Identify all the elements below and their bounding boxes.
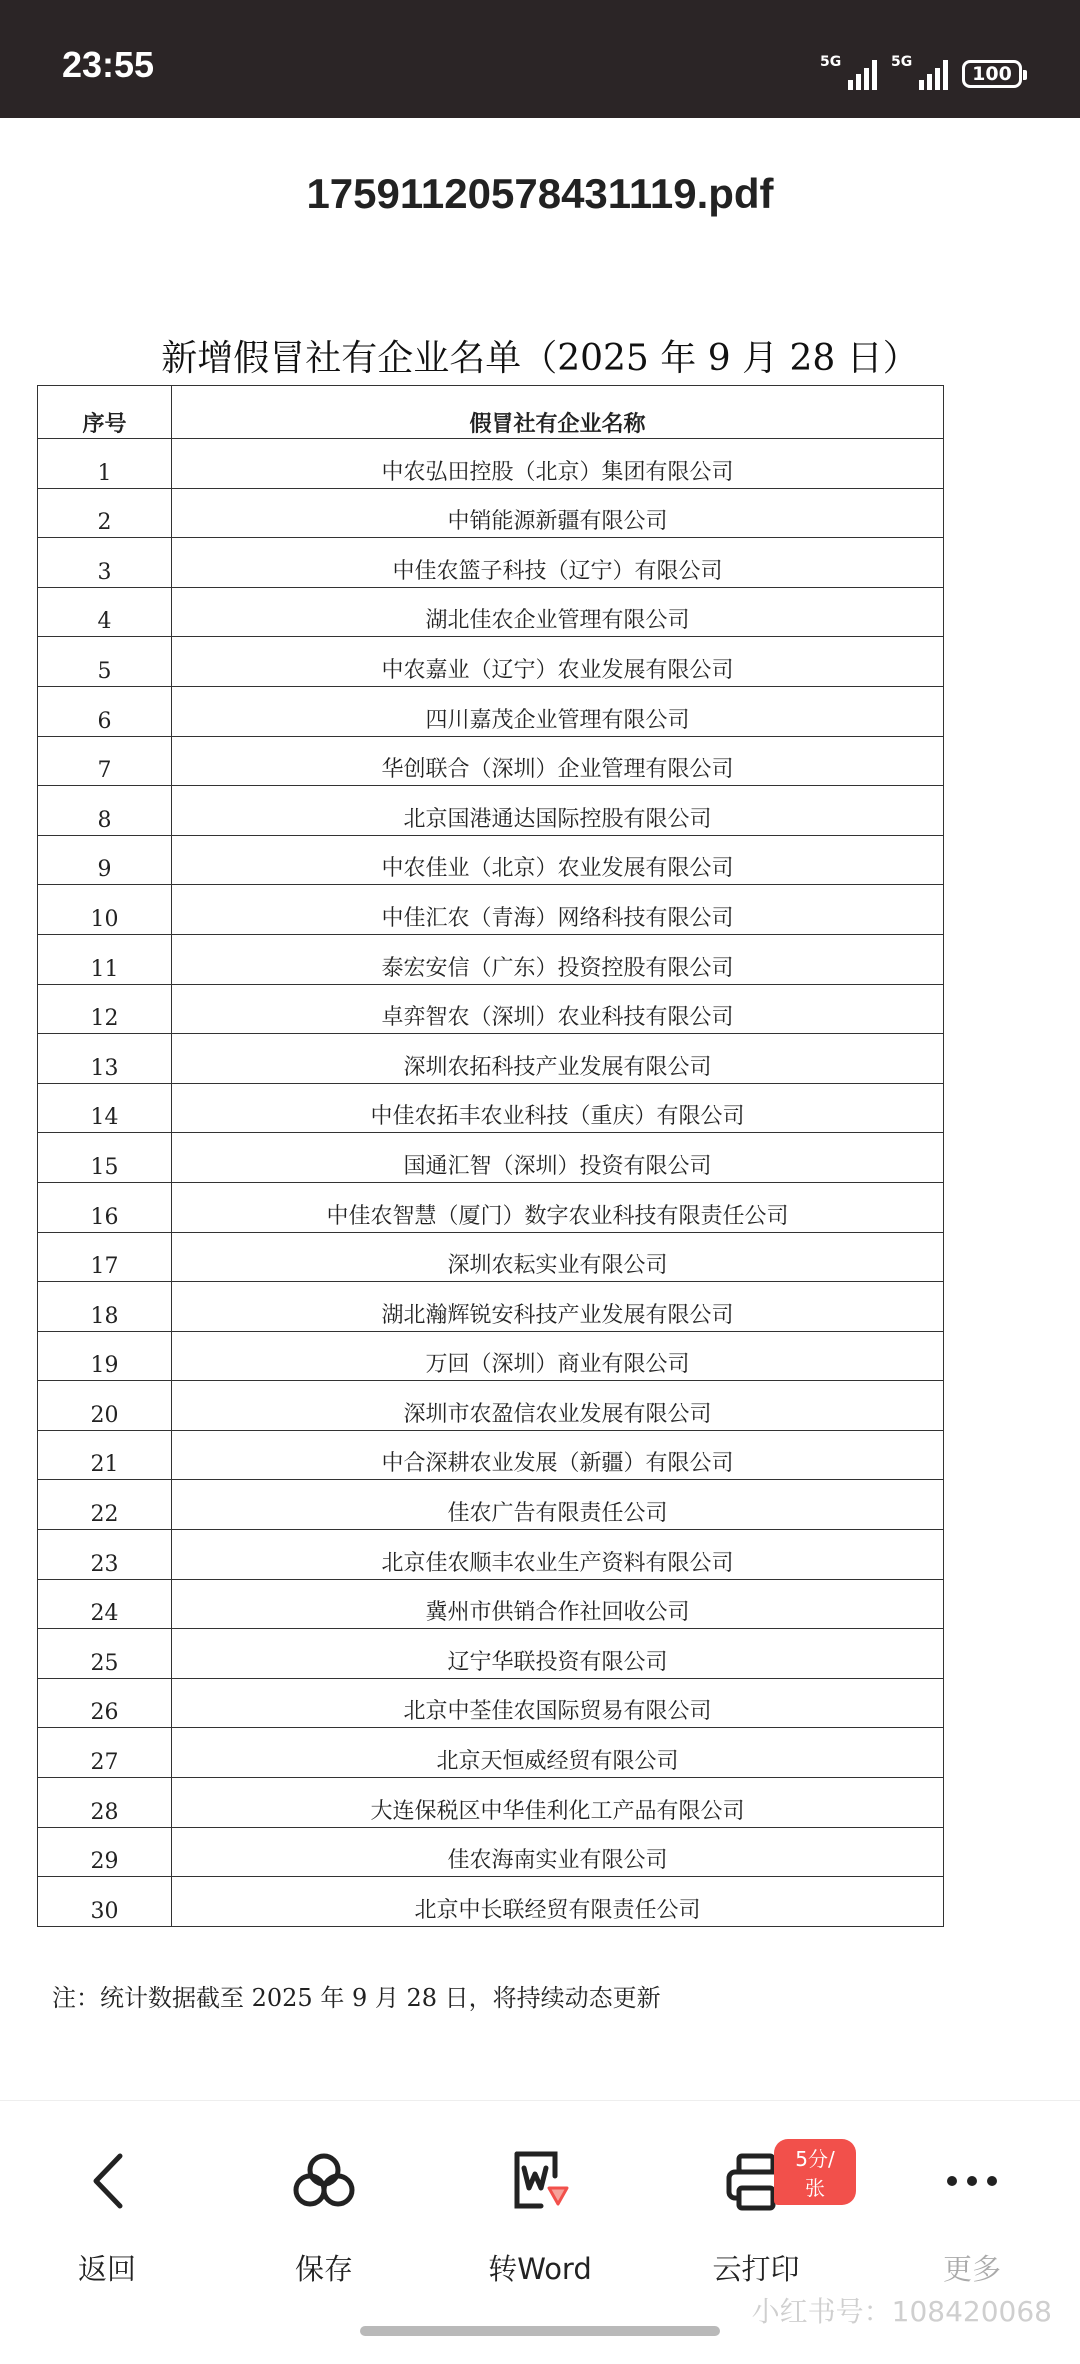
company-table	[37, 385, 944, 1927]
table-row	[38, 885, 944, 935]
table-row	[38, 637, 944, 687]
document-note: 注：统计数据截至 2025 年 9 月 28 日，将持续动态更新	[52, 1984, 661, 2012]
row-number: 30	[38, 1877, 172, 1927]
to-word-label: 转Word	[488, 2252, 592, 2286]
company-name: 中佳农拓丰农业科技（重庆）有限公司	[172, 1083, 944, 1133]
table-body	[38, 439, 944, 1927]
table-row	[38, 1331, 944, 1381]
company-name: 深圳农耘实业有限公司	[172, 1232, 944, 1282]
row-number: 23	[38, 1530, 172, 1580]
company-name: 中销能源新疆有限公司	[172, 488, 944, 538]
file-title: 17591120578431119.pdf	[306, 170, 774, 217]
row-number: 21	[38, 1430, 172, 1480]
row-number: 14	[38, 1083, 172, 1133]
company-name: 湖北瀚辉锐安科技产业发展有限公司	[172, 1282, 944, 1332]
more-button[interactable]	[872, 2131, 1072, 2288]
row-number: 18	[38, 1282, 172, 1332]
table-row	[38, 1579, 944, 1629]
row-number: 25	[38, 1629, 172, 1679]
table-row	[38, 1133, 944, 1183]
row-number: 29	[38, 1827, 172, 1877]
table-row	[38, 1827, 944, 1877]
table-row	[38, 587, 944, 637]
table-row	[38, 1083, 944, 1133]
row-number: 4	[38, 587, 172, 637]
table-row	[38, 1877, 944, 1927]
row-number: 7	[38, 736, 172, 786]
company-name: 北京佳农顺丰农业生产资料有限公司	[172, 1530, 944, 1580]
status-bar	[0, 0, 1080, 118]
company-name: 卓弈智农（深圳）农业科技有限公司	[172, 984, 944, 1034]
company-name: 深圳市农盈信农业发展有限公司	[172, 1381, 944, 1431]
company-name: 北京天恒威经贸有限公司	[172, 1728, 944, 1778]
table-row	[38, 1282, 944, 1332]
status-icons	[820, 54, 1022, 94]
company-name: 深圳农拓科技产业发展有限公司	[172, 1034, 944, 1084]
row-number: 27	[38, 1728, 172, 1778]
table-row	[38, 1629, 944, 1679]
company-name: 华创联合（深圳）企业管理有限公司	[172, 736, 944, 786]
column-header-number: 序号	[38, 386, 172, 439]
table-header-row	[38, 386, 944, 439]
row-number: 24	[38, 1579, 172, 1629]
row-number: 12	[38, 984, 172, 1034]
save-button[interactable]	[224, 2131, 424, 2288]
company-name: 中佳农篮子科技（辽宁）有限公司	[172, 538, 944, 588]
company-name: 湖北佳农企业管理有限公司	[172, 587, 944, 637]
row-number: 26	[38, 1678, 172, 1728]
company-name: 北京国港通达国际控股有限公司	[172, 786, 944, 836]
company-name: 佳农广告有限责任公司	[172, 1480, 944, 1530]
table-row	[38, 835, 944, 885]
table-row	[38, 984, 944, 1034]
company-name: 北京中长联经贸有限责任公司	[172, 1877, 944, 1927]
cloud-print-label: 云打印	[712, 2252, 800, 2286]
back-label: 返回	[77, 2252, 136, 2286]
home-indicator[interactable]	[360, 2326, 720, 2336]
company-name: 四川嘉茂企业管理有限公司	[172, 686, 944, 736]
row-number: 1	[38, 439, 172, 489]
table-row	[38, 439, 944, 489]
table-row	[38, 1182, 944, 1232]
table-row	[38, 686, 944, 736]
save-label: 保存	[294, 2252, 353, 2286]
more-label: 更多	[942, 2252, 1001, 2286]
table-row	[38, 1728, 944, 1778]
row-number: 3	[38, 538, 172, 588]
table-row	[38, 1034, 944, 1084]
table-row	[38, 538, 944, 588]
row-number: 6	[38, 686, 172, 736]
company-name: 中农弘田控股（北京）集团有限公司	[172, 439, 944, 489]
back-chevron-icon	[7, 2131, 207, 2231]
company-name: 佳农海南实业有限公司	[172, 1827, 944, 1877]
company-name: 大连保税区中华佳利化工产品有限公司	[172, 1778, 944, 1828]
company-name: 中农嘉业（辽宁）农业发展有限公司	[172, 637, 944, 687]
row-number: 16	[38, 1182, 172, 1232]
table-row	[38, 1480, 944, 1530]
table-row	[38, 1232, 944, 1282]
column-header-name: 假冒社有企业名称	[172, 386, 944, 439]
cellular-signal-icon: 5G	[820, 58, 877, 90]
cloud-print-button[interactable]	[656, 2131, 856, 2288]
row-number: 2	[38, 488, 172, 538]
table-row	[38, 488, 944, 538]
company-name: 泰宏安信（广东）投资控股有限公司	[172, 934, 944, 984]
company-name: 北京中荃佳农国际贸易有限公司	[172, 1678, 944, 1728]
company-name: 国通汇智（深圳）投资有限公司	[172, 1133, 944, 1183]
back-button[interactable]	[7, 2131, 207, 2288]
save-cloud-icon	[224, 2131, 424, 2231]
row-number: 20	[38, 1381, 172, 1431]
company-name: 中合深耕农业发展（新疆）有限公司	[172, 1430, 944, 1480]
company-name: 辽宁华联投资有限公司	[172, 1629, 944, 1679]
word-document-icon	[440, 2131, 640, 2231]
table-row	[38, 1778, 944, 1828]
company-name: 中佳农智慧（厦门）数字农业科技有限责任公司	[172, 1182, 944, 1232]
watermark: 小红书号：108420068	[751, 2295, 1052, 2328]
row-number: 10	[38, 885, 172, 935]
table-row	[38, 1530, 944, 1580]
table-row	[38, 934, 944, 984]
company-name: 万回（深圳）商业有限公司	[172, 1331, 944, 1381]
row-number: 28	[38, 1778, 172, 1828]
battery-icon: 100	[962, 60, 1022, 88]
table-row	[38, 786, 944, 836]
row-number: 15	[38, 1133, 172, 1183]
more-dots-icon	[872, 2131, 1072, 2231]
row-number: 11	[38, 934, 172, 984]
table-row	[38, 736, 944, 786]
document-title: 新增假冒社有企业名单（2025 年 9 月 28 日）	[161, 338, 919, 379]
row-number: 17	[38, 1232, 172, 1282]
company-name: 中农佳业（北京）农业发展有限公司	[172, 835, 944, 885]
table-row	[38, 1430, 944, 1480]
row-number: 5	[38, 637, 172, 687]
row-number: 9	[38, 835, 172, 885]
table-row	[38, 1381, 944, 1431]
print-price-badge: 5分/张	[774, 2139, 856, 2205]
row-number: 8	[38, 786, 172, 836]
cellular-signal-2-icon: 5G	[891, 58, 948, 90]
convert-to-word-button[interactable]	[440, 2131, 640, 2288]
company-name: 冀州市供销合作社回收公司	[172, 1579, 944, 1629]
status-time: 23:55	[62, 44, 155, 85]
row-number: 13	[38, 1034, 172, 1084]
row-number: 22	[38, 1480, 172, 1530]
table-row	[38, 1678, 944, 1728]
row-number: 19	[38, 1331, 172, 1381]
company-name: 中佳汇农（青海）网络科技有限公司	[172, 885, 944, 935]
